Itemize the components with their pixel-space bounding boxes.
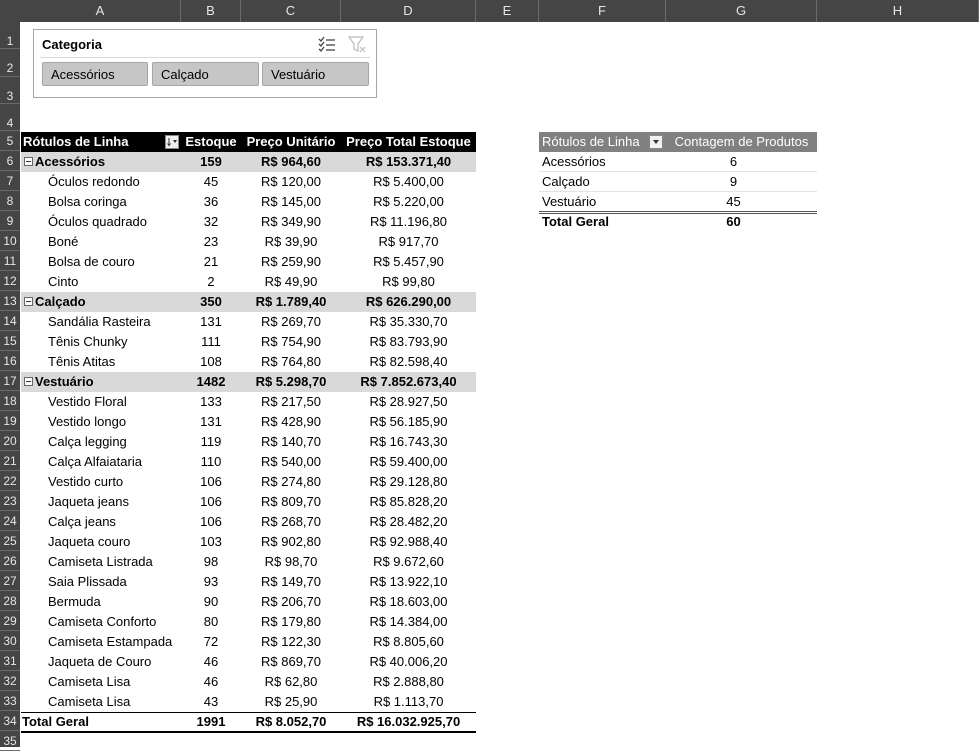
pivot1-row-total[interactable]: R$ 917,70 xyxy=(378,234,439,249)
pivot1-row-preco[interactable]: R$ 809,70 xyxy=(261,494,321,509)
pivot1-row-label[interactable]: Calçado xyxy=(35,292,181,312)
pivot1-row-estoque[interactable]: 46 xyxy=(203,654,219,669)
pivot2-total-line xyxy=(539,211,817,214)
pivot1-row-total[interactable]: R$ 14.384,00 xyxy=(369,614,448,629)
pivot1-row-preco[interactable]: R$ 25,90 xyxy=(264,694,318,709)
row-header-29[interactable]: 29 xyxy=(0,611,20,631)
pivot1-row-total[interactable]: R$ 13.922,10 xyxy=(369,574,448,589)
pivot1-row-preco[interactable]: R$ 269,70 xyxy=(261,314,321,329)
pivot1-row-label[interactable]: Acessórios xyxy=(35,152,181,172)
row-header-19[interactable]: 19 xyxy=(0,411,20,431)
pivot1-row-total[interactable]: R$ 83.793,90 xyxy=(369,334,448,349)
pivot1-row-preco[interactable]: R$ 217,50 xyxy=(261,394,321,409)
slicer-title: Categoria xyxy=(42,37,102,52)
pivot1-row-label[interactable]: Calça jeans xyxy=(48,514,116,529)
pivot1-row-estoque[interactable]: 90 xyxy=(203,594,219,609)
pivot1-header-estoque: Estoque xyxy=(181,132,241,152)
pivot2-row-label[interactable]: Acessórios xyxy=(542,154,606,169)
collapse-icon[interactable] xyxy=(24,297,33,306)
pivot1-row-preco[interactable]: R$ 428,90 xyxy=(261,414,321,429)
pivot2-row-label[interactable]: Vestuário xyxy=(542,194,597,209)
column-header-c[interactable]: C xyxy=(241,0,341,22)
pivot1-row-preco[interactable]: R$ 349,90 xyxy=(261,214,321,229)
column-headers xyxy=(0,0,979,22)
pivot1-row-label[interactable]: Bermuda xyxy=(48,594,101,609)
pivot1-row-preco[interactable]: R$ 39,90 xyxy=(264,234,318,249)
row-header-20[interactable]: 20 xyxy=(0,431,20,451)
pivot1-row-preco[interactable]: R$ 5.298,70 xyxy=(241,372,341,392)
row-header-26[interactable]: 26 xyxy=(0,551,20,571)
pivot1-row-estoque[interactable]: 1991 xyxy=(196,714,226,729)
row-header-13[interactable]: 13 xyxy=(0,291,20,311)
pivot1-row-preco[interactable]: R$ 274,80 xyxy=(261,474,321,489)
column-header-d[interactable]: D xyxy=(341,0,476,22)
row-header-30[interactable]: 30 xyxy=(0,631,20,651)
pivot1-row-estoque[interactable]: 80 xyxy=(203,614,219,629)
pivot1-row-preco[interactable]: R$ 754,90 xyxy=(261,334,321,349)
pivot1-row-total[interactable]: R$ 92.988,40 xyxy=(369,534,448,549)
pivot1-row-label[interactable]: Jaqueta de Couro xyxy=(48,654,152,669)
pivot1-row-estoque[interactable]: 2 xyxy=(207,274,215,289)
row-header-6[interactable]: 6 xyxy=(0,151,20,171)
pivot1-row-total[interactable]: R$ 7.852.673,40 xyxy=(341,372,476,392)
pivot2-row-count[interactable]: 45 xyxy=(726,194,741,209)
pivot1-row-label[interactable]: Bolsa de couro xyxy=(48,254,135,269)
pivot1-row-estoque[interactable]: 159 xyxy=(181,152,241,172)
pivot1-row-estoque[interactable]: 98 xyxy=(203,554,219,569)
pivot1-row-estoque[interactable]: 111 xyxy=(201,334,221,349)
pivot2-row-label[interactable]: Total Geral xyxy=(542,214,609,229)
pivot1-row-preco[interactable]: R$ 902,80 xyxy=(261,534,321,549)
pivot1-row-total[interactable]: R$ 85.828,20 xyxy=(369,494,448,509)
row-header-5[interactable]: 5 xyxy=(0,131,20,151)
pivot1-row-estoque[interactable]: 32 xyxy=(203,214,219,229)
column-header-f[interactable]: F xyxy=(539,0,666,22)
column-header-g[interactable]: G xyxy=(666,0,817,22)
pivot1-row-total[interactable]: R$ 82.598,40 xyxy=(369,354,448,369)
pivot1-row-label[interactable]: Boné xyxy=(48,234,79,249)
pivot1-row-total[interactable]: R$ 35.330,70 xyxy=(369,314,448,329)
pivot1-row-estoque[interactable]: 131 xyxy=(200,314,222,329)
row-header-18[interactable]: 18 xyxy=(0,391,20,411)
row-header-28[interactable]: 28 xyxy=(0,591,20,611)
pivot1-row-estoque[interactable]: 133 xyxy=(200,394,222,409)
pivot1-row-total[interactable]: R$ 11.196,80 xyxy=(369,214,448,229)
pivot1-header-preco-total: Preço Total Estoque xyxy=(341,132,476,152)
pivot1-row-preco[interactable]: R$ 140,70 xyxy=(261,434,321,449)
pivot1-header-preco-unitario: Preço Unitário xyxy=(241,132,341,152)
pivot1-row-label[interactable]: Jaqueta jeans xyxy=(48,494,129,509)
pivot1-row-label[interactable]: Camiseta Lisa xyxy=(48,694,131,709)
pivot1-row-estoque[interactable]: 36 xyxy=(203,194,219,209)
pivot1-row-total[interactable]: R$ 153.371,40 xyxy=(341,152,476,172)
pivot1-row-estoque[interactable]: 1482 xyxy=(181,372,241,392)
pivot1-row-total[interactable]: R$ 8.805,60 xyxy=(373,634,444,649)
pivot1-row-preco[interactable]: R$ 964,60 xyxy=(241,152,341,172)
pivot1-row-label[interactable]: Calça Alfaiataria xyxy=(48,454,142,469)
pivot2-row-count[interactable]: 6 xyxy=(729,154,738,169)
row-header-12[interactable]: 12 xyxy=(0,271,20,291)
pivot1-row-estoque[interactable]: 45 xyxy=(203,174,219,189)
row-header-11[interactable]: 11 xyxy=(0,251,20,271)
pivot1-row-label[interactable]: Camiseta Conforto xyxy=(48,614,157,629)
categoria-slicer[interactable] xyxy=(33,29,377,98)
pivot2-header-contagem: Contagem de Produtos xyxy=(666,132,817,152)
pivot1-row-preco[interactable]: R$ 869,70 xyxy=(261,654,321,669)
pivot1-row-estoque[interactable]: 72 xyxy=(203,634,219,649)
column-header-b[interactable]: B xyxy=(181,0,241,22)
pivot1-row-estoque[interactable]: 23 xyxy=(203,234,219,249)
row-header-34[interactable]: 34 xyxy=(0,711,20,731)
pivot1-row-label[interactable]: Vestido Floral xyxy=(48,394,127,409)
collapse-icon[interactable] xyxy=(24,377,33,386)
row-header-15[interactable]: 15 xyxy=(0,331,20,351)
pivot2-filter-dropdown-icon[interactable] xyxy=(649,135,663,149)
column-header-a[interactable]: A xyxy=(20,0,181,22)
pivot1-row-total[interactable]: R$ 5.220,00 xyxy=(373,194,444,209)
multi-select-icon[interactable] xyxy=(317,35,337,53)
row-header-7[interactable]: 7 xyxy=(0,171,20,191)
pivot1-row-preco[interactable]: R$ 98,70 xyxy=(264,554,318,569)
pivot1-row-preco[interactable]: R$ 179,80 xyxy=(261,614,321,629)
pivot1-row-total[interactable]: R$ 2.888,80 xyxy=(373,674,444,689)
pivot1-row-label[interactable]: Cinto xyxy=(48,274,79,289)
row-header-10[interactable]: 10 xyxy=(0,231,20,251)
pivot1-row-estoque[interactable]: 103 xyxy=(200,534,222,549)
row-headers xyxy=(0,22,20,747)
pivot1-row-estoque[interactable]: 106 xyxy=(200,474,222,489)
pivot1-row-label[interactable]: Jaqueta couro xyxy=(48,534,131,549)
row-header-24[interactable]: 24 xyxy=(0,511,20,531)
pivot1-row-preco[interactable]: R$ 259,90 xyxy=(261,254,321,269)
pivot1-row-label[interactable]: Tênis Chunky xyxy=(48,334,128,349)
pivot1-row-total[interactable]: R$ 56.185,90 xyxy=(369,414,448,429)
pivot1-row-total[interactable]: R$ 9.672,60 xyxy=(373,554,444,569)
pivot1-row-total[interactable]: R$ 5.457,90 xyxy=(373,254,444,269)
pivot1-row-label[interactable]: Camiseta Listrada xyxy=(48,554,153,569)
pivot1-row-preco[interactable]: R$ 764,80 xyxy=(261,354,321,369)
row-header-3[interactable]: 3 xyxy=(0,77,20,104)
pivot1-row-preco[interactable]: R$ 268,70 xyxy=(261,514,321,529)
row-header-21[interactable]: 21 xyxy=(0,451,20,471)
pivot1-row-label[interactable]: Sandália Rasteira xyxy=(48,314,151,329)
pivot1-row-estoque[interactable]: 119 xyxy=(200,434,222,449)
pivot1-row-label[interactable]: Óculos redondo xyxy=(48,174,140,189)
column-header-h[interactable]: H xyxy=(817,0,979,22)
row-header-14[interactable]: 14 xyxy=(0,311,20,331)
collapse-icon[interactable] xyxy=(24,157,33,166)
pivot1-row-preco[interactable]: R$ 540,00 xyxy=(261,454,321,469)
pivot1-row-total[interactable]: R$ 626.290,00 xyxy=(341,292,476,312)
pivot1-row-total[interactable]: R$ 29.128,80 xyxy=(369,474,448,489)
slicer-button-vestuario[interactable]: Vestuário xyxy=(262,62,369,86)
pivot1-row-label[interactable]: Vestido longo xyxy=(48,414,127,429)
pivot1-row-estoque[interactable]: 46 xyxy=(203,674,219,689)
pivot1-row-total[interactable]: R$ 28.482,20 xyxy=(369,514,448,529)
pivot1-row-label[interactable]: Camiseta Lisa xyxy=(48,674,131,689)
pivot1-row-preco[interactable]: R$ 120,00 xyxy=(261,174,321,189)
row-filter-dropdown-icon[interactable] xyxy=(165,135,179,149)
row-header-23[interactable]: 23 xyxy=(0,491,20,511)
pivot1-row-estoque[interactable]: 106 xyxy=(200,514,222,529)
pivot1-row-total[interactable]: R$ 28.927,50 xyxy=(369,394,448,409)
row-header-25[interactable]: 25 xyxy=(0,531,20,551)
pivot1-row-estoque[interactable]: 21 xyxy=(203,254,219,269)
pivot1-row-estoque[interactable]: 350 xyxy=(181,292,241,312)
pivot1-row-total[interactable]: R$ 18.603,00 xyxy=(369,594,448,609)
row-header-1[interactable]: 1 xyxy=(0,22,20,49)
pivot1-row-label[interactable]: Camiseta Estampada xyxy=(48,634,173,649)
pivot1-row-total[interactable]: R$ 99,80 xyxy=(382,274,435,289)
pivot1-header-rotulos: Rótulos de Linha xyxy=(21,132,181,152)
slicer-separator xyxy=(40,57,370,58)
pivot1-row-label[interactable]: Tênis Atitas xyxy=(48,354,116,369)
row-header-4[interactable]: 4 xyxy=(0,104,20,131)
pivot1-row-estoque[interactable]: 43 xyxy=(203,694,219,709)
pivot1-row-estoque[interactable]: 108 xyxy=(200,354,222,369)
pivot1-row-preco[interactable]: R$ 62,80 xyxy=(264,674,318,689)
clear-filter-icon[interactable] xyxy=(347,35,367,53)
pivot2-row-label[interactable]: Calçado xyxy=(542,174,590,189)
row-header-31[interactable]: 31 xyxy=(0,651,20,671)
pivot1-row-estoque[interactable]: 131 xyxy=(200,414,222,429)
row-header-16[interactable]: 16 xyxy=(0,351,20,371)
pivot1-row-preco[interactable]: R$ 49,90 xyxy=(264,274,318,289)
pivot1-row-label[interactable]: Óculos quadrado xyxy=(48,214,148,229)
row-header-32[interactable]: 32 xyxy=(0,671,20,691)
pivot1-row-label[interactable]: Vestuário xyxy=(35,372,181,392)
row-header-2[interactable]: 2 xyxy=(0,49,20,76)
pivot1-row-total[interactable]: R$ 40.006,20 xyxy=(369,654,448,669)
pivot2-row-count[interactable]: 60 xyxy=(726,214,741,229)
pivot2-header-rotulos: Rótulos de Linha xyxy=(539,132,666,152)
pivot1-row-label[interactable]: Bolsa coringa xyxy=(48,194,127,209)
slicer-button-acessorios[interactable]: Acessórios xyxy=(42,62,148,86)
pivot1-row-estoque[interactable]: 106 xyxy=(200,494,222,509)
pivot1-row-total[interactable]: R$ 5.400,00 xyxy=(373,174,444,189)
pivot1-row-total[interactable]: R$ 16.032.925,70 xyxy=(356,714,461,729)
pivot1-row-label[interactable]: Total Geral xyxy=(22,714,89,729)
row-header-22[interactable]: 22 xyxy=(0,471,20,491)
pivot1-row-total[interactable]: R$ 16.743,30 xyxy=(369,434,448,449)
pivot1-row-label[interactable]: Saia Plissada xyxy=(48,574,127,589)
pivot1-row-preco[interactable]: R$ 206,70 xyxy=(261,594,321,609)
row-header-35[interactable]: 35 xyxy=(0,731,20,751)
row-header-33[interactable]: 33 xyxy=(0,691,20,711)
pivot1-row-estoque[interactable]: 93 xyxy=(203,574,219,589)
pivot1-row-preco[interactable]: R$ 145,00 xyxy=(261,194,321,209)
pivot1-row-preco[interactable]: R$ 8.052,70 xyxy=(255,714,327,729)
row-header-8[interactable]: 8 xyxy=(0,191,20,211)
pivot1-row-estoque[interactable]: 110 xyxy=(200,454,222,469)
pivot1-row-preco[interactable]: R$ 149,70 xyxy=(261,574,321,589)
pivot1-row-total[interactable]: R$ 1.113,70 xyxy=(373,694,444,709)
row-header-17[interactable]: 17 xyxy=(0,371,20,391)
column-header-e[interactable]: E xyxy=(476,0,539,22)
row-header-9[interactable]: 9 xyxy=(0,211,20,231)
pivot1-row-label[interactable]: Vestido curto xyxy=(48,474,124,489)
pivot2-row-count[interactable]: 9 xyxy=(729,174,738,189)
slicer-button-calcado[interactable]: Calçado xyxy=(152,62,259,86)
pivot1-row-preco[interactable]: R$ 1.789,40 xyxy=(241,292,341,312)
pivot1-row-label[interactable]: Calça legging xyxy=(48,434,127,449)
pivot1-row-total[interactable]: R$ 59.400,00 xyxy=(369,454,448,469)
pivot1-row-preco[interactable]: R$ 122,30 xyxy=(261,634,321,649)
row-header-27[interactable]: 27 xyxy=(0,571,20,591)
